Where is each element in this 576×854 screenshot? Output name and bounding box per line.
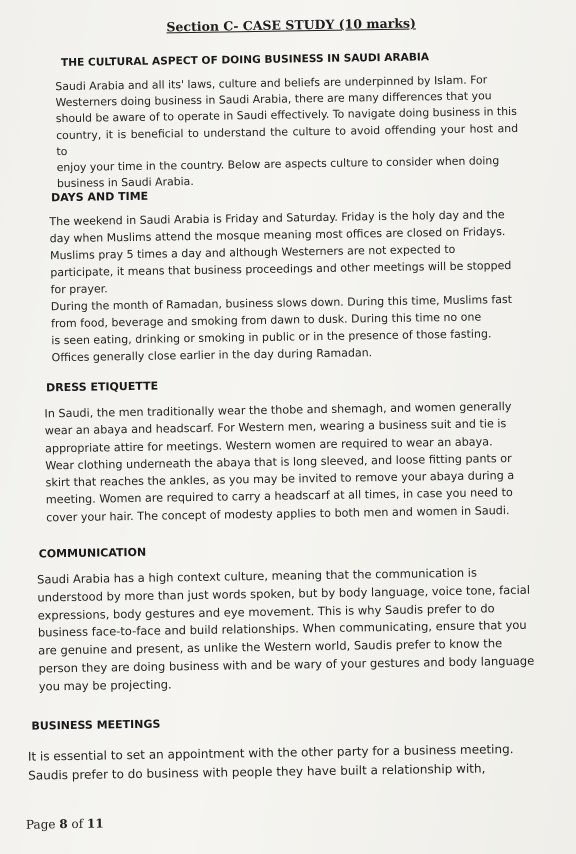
days-line: participate, it means that business proceedings and other meetings will be stopped — [50, 259, 512, 280]
intro-line: should be aware of to operate in Saudi effectively. To navigate doing business in this — [55, 105, 517, 126]
comm-line: business face-to-face and build relationships. When communicating, ensure that you — [37, 618, 527, 640]
comm-line: are genuine and present, as unlike the Western world, Saudis prefer to know the — [38, 636, 503, 658]
footer-total-pages: 11 — [86, 816, 104, 831]
dress-line: wear an abaya and headscarf. For Western men, wearing a business suit and tie is — [44, 417, 507, 438]
days-line: is seen eating, drinking or smoking in public or in the presence of those fasting. — [51, 327, 492, 348]
days-heading: DAYS AND TIME — [51, 189, 149, 205]
days-line: Offices generally close earlier in the day during Ramadan. — [51, 346, 373, 365]
meet-line: It is essential to set an appointment with the other party for a business meeting. — [27, 742, 514, 764]
dress-line: Wear clothing underneath the abaya that is long sleeved, and loose fitting pants or — [45, 451, 512, 473]
days-line: The weekend in Saudi Arabia is Friday and Saturday. Friday is the holy day and the — [49, 208, 505, 229]
comm-line: you may be projecting. — [38, 677, 172, 694]
footer-current-page: 8 — [59, 817, 68, 832]
section-title: Section C- CASE STUDY (10 marks) — [166, 15, 416, 35]
days-line: for prayer. — [50, 282, 108, 297]
days-line: day when Muslims attend the mosque meaning most offices are closed on Fridays. — [49, 225, 506, 246]
main-heading: THE CULTURAL ASPECT OF DOING BUSINESS IN SAUDI ARABIA — [60, 51, 430, 70]
footer-prefix: Page — [25, 817, 60, 832]
dress-line: skirt that reaches the ankles, as you may be invited to remove your abaya during a — [45, 469, 515, 490]
dress-line: In Saudi, the men traditionally wear the thobe and shemagh, and women generally — [44, 400, 512, 421]
intro-line: Westerners doing business in Saudi Arabia, there are many differences that you — [55, 89, 492, 110]
dress-line: meeting. Women are required to carry a headscarf at all times, in case you need to — [45, 486, 513, 507]
dress-line: appropriate attire for meetings. Western women are required to wear an abaya. — [44, 434, 493, 455]
days-line: from food, beverage and smoking from dawn to dusk. During this time no one — [50, 310, 482, 331]
days-line: During the month of Ramadan, business slows down. During this time, Muslims fast — [50, 292, 513, 314]
meet-line: Saudis prefer to do business with people they have built a relationship with, — [28, 760, 486, 783]
intro-paragraph — [55, 72, 519, 193]
days-line: Muslims pray 5 times a day and although Westerners are not expected to — [49, 242, 456, 263]
intro-line: business in Saudi Arabia. — [56, 175, 194, 191]
communication-paragraph — [37, 564, 539, 696]
meetings-heading: BUSINESS MEETINGS — [31, 717, 161, 733]
days-paragraph — [49, 206, 525, 366]
dress-heading: DRESS ETIQUETTE — [45, 379, 159, 395]
comm-line: person they are doing business with and be wary of your gestures and body language — [38, 653, 535, 676]
dress-line: cover your hair. The concept of modesty applies to both men and women in Saudi. — [46, 503, 510, 525]
comm-line: expressions, body gestures and eye movement. This is why Saudis prefer to do — [37, 600, 495, 623]
footer-sep: of — [67, 816, 88, 832]
intro-line: country, it is beneficial to understand the culture to avoid offending your host and to — [56, 121, 519, 158]
communication-heading: COMMUNICATION — [38, 545, 147, 561]
meetings-paragraph — [28, 740, 545, 785]
comm-line: understood by more than just words spoken, but by body language, voice tone, facial — [37, 582, 531, 605]
dress-paragraph — [44, 398, 532, 527]
intro-line: Saudi Arabia and all its' laws, culture and beliefs are underpinned by Islam. For — [55, 73, 488, 94]
comm-line: Saudi Arabia has a high context culture, meaning that the communication is — [36, 565, 478, 587]
page-footer — [26, 816, 104, 831]
intro-line: enjoy your time in the country. Below are aspects culture to consider when doing — [56, 154, 500, 175]
